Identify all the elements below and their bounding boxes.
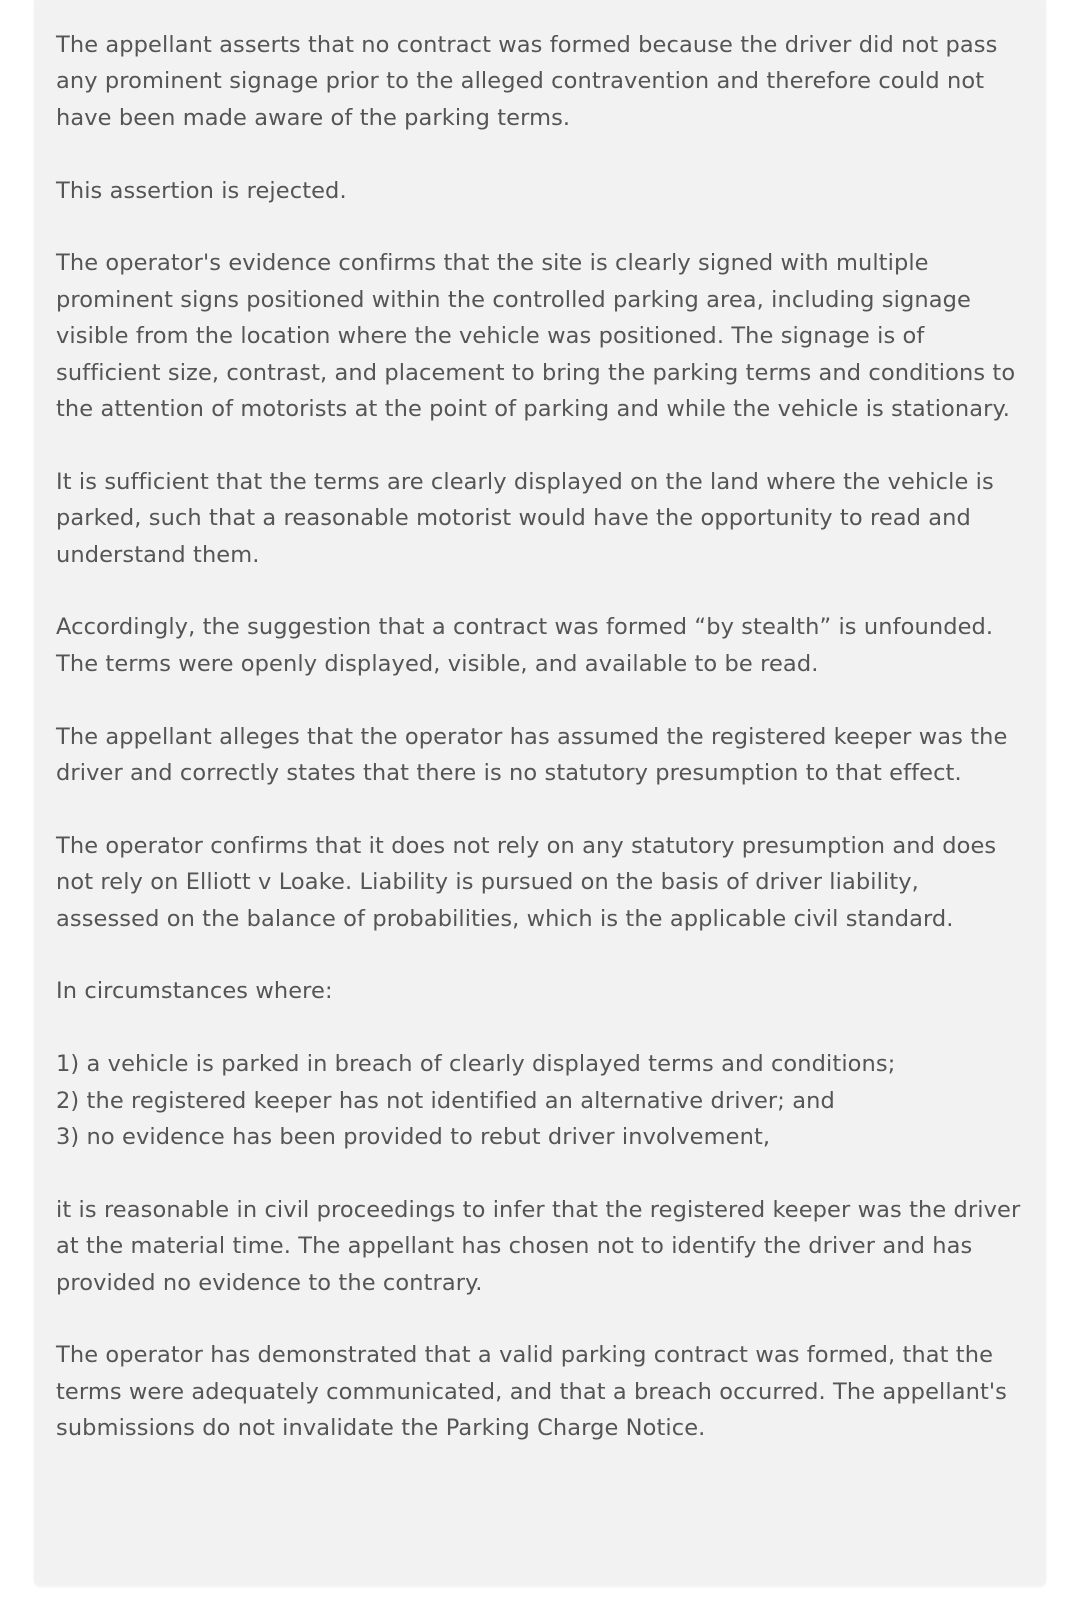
paragraph: This assertion is rejected.	[56, 177, 347, 204]
paragraph: it is reasonable in civil proceedings to infer that the registered keeper was the driver at the material time. The appellant has chosen not to identify the driver and has provided no evidence to the contrary.	[56, 1196, 1021, 1296]
numbered-list	[56, 1046, 1024, 1155]
paragraph: Accordingly, the suggestion that a contract was formed “by stealth” is unfounded. The terms were openly displayed, visible, and available to be read.	[56, 614, 994, 677]
paragraph: The operator has demonstrated that a valid parking contract was formed, that the terms were adequately communicated, and that a breach occurred. The appellant's submissions do not invalidate the Parking Charge Notice.	[56, 1342, 1007, 1442]
paragraph: In circumstances where:	[56, 978, 333, 1005]
list-item: 3) no evidence has been provided to rebut driver involvement,	[56, 1124, 771, 1151]
paragraph: The appellant asserts that no contract was formed because the driver did not pass any prominent signage prior to the alleged contravention and therefore could not have been made aware of the parking terms.	[56, 32, 998, 131]
list-item: 1) a vehicle is parked in breach of clearly displayed terms and conditions;	[56, 1051, 896, 1078]
paragraph: The appellant alleges that the operator has assumed the registered keeper was the driver and correctly states that there is no statutory presumption to that effect.	[56, 723, 1008, 787]
paragraph: The operator confirms that it does not rely on any statutory presumption and does not rely on Elliott v Loake. Liability is pursued on the basis of driver liability, assessed on the balance of probabilities, which is the applicable civil standard.	[56, 832, 997, 932]
paragraph: It is sufficient that the terms are clearly displayed on the land where the vehicle is parked, such that a reasonable motorist would have the opportunity to read and understand them.	[56, 468, 994, 568]
list-item: 2) the registered keeper has not identified an alternative driver; and	[56, 1087, 835, 1114]
message-card	[34, 0, 1046, 1586]
paragraph: The operator's evidence confirms that the site is clearly signed with multiple prominent signs positioned within the controlled parking area, including signage visible from the location where the vehicle was positioned. The signage is of sufficient size, contrast, and placement to bring the parking terms and conditions to the attention of motorists at the point of parking and while the vehicle is stationary.	[56, 250, 1016, 423]
